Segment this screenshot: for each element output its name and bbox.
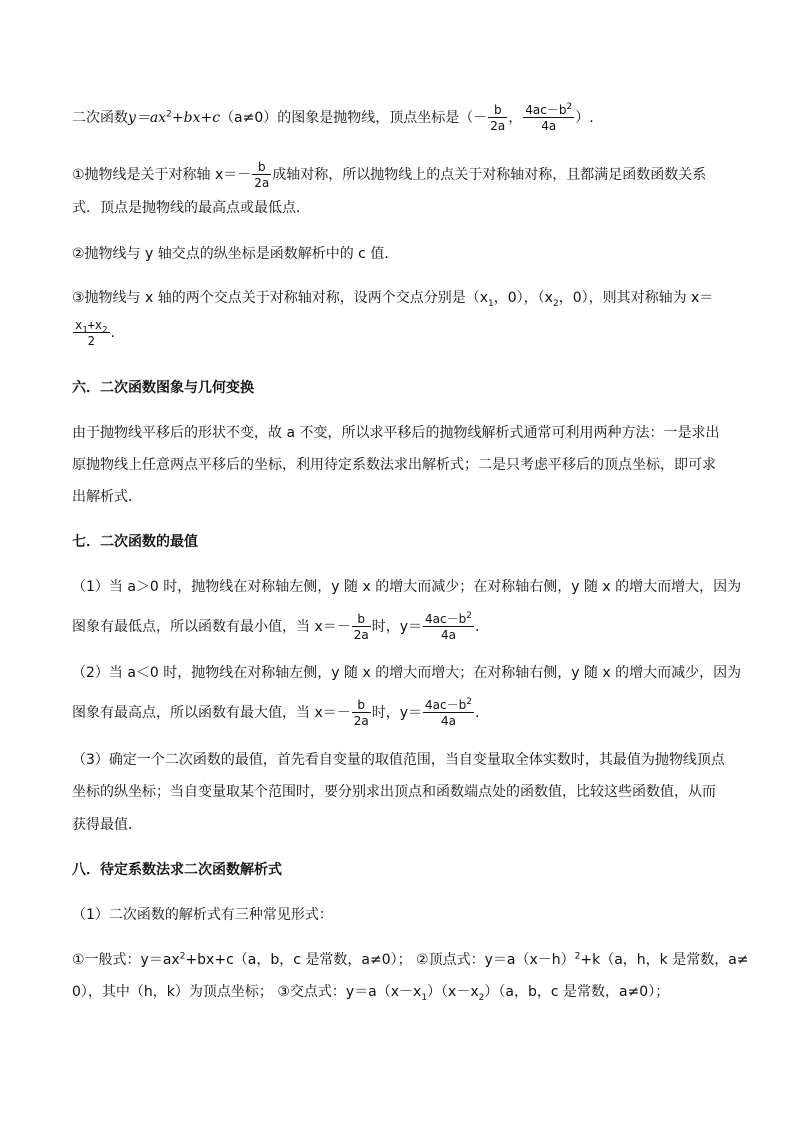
text: ）（x－x [427, 984, 479, 1000]
fraction-b-over-2a [352, 612, 371, 642]
subscript: 1 [488, 298, 494, 309]
numerator: x [75, 318, 83, 332]
text: 图象有最低点，所以函数有最小值，当 x＝－ [72, 619, 351, 635]
denominator: 2a [254, 176, 270, 190]
numerator: b [493, 103, 502, 117]
vertex-formula-paragraph [72, 103, 722, 133]
denominator: 4a [423, 712, 474, 728]
text: 二次函数 [72, 110, 128, 126]
symmetry-axis-paragraph-line2 [72, 198, 722, 218]
text: . [474, 705, 480, 721]
denominator: 2a [353, 714, 369, 728]
numerator: b [257, 160, 266, 174]
subscript: 2 [102, 325, 108, 336]
exponent: 2 [166, 109, 172, 120]
range-paragraph-line2 [72, 782, 722, 802]
text: ③抛物线与 x 轴的两个交点关于对称轴对称，设两个交点分别是（x [72, 290, 489, 306]
text: 时，y＝ [371, 619, 423, 635]
text: 获得最值． [72, 817, 142, 833]
fraction-4ac-b2-over-4a [423, 612, 474, 642]
text: （1）二次函数的解析式有三种常见形式： [72, 907, 333, 923]
text: 由于抛物线平移后的形状不变，故 a 不变，所以求平移后的抛物线解析式通常可利用两种方法：一是求出 [72, 425, 720, 441]
section-heading-8: 八．待定系数法求二次函数解析式 [72, 862, 282, 878]
text: ）（a，b，c 是常数，a≠0）； [484, 984, 670, 1000]
exponent: 2 [566, 102, 573, 112]
translation-paragraph-line2 [72, 455, 722, 475]
text: 时，y＝ [371, 705, 423, 721]
text: +k（a，h，k 是常数，a≠ [580, 952, 749, 968]
denominator: 4a [523, 117, 574, 133]
subscript: 1 [421, 992, 428, 1003]
fraction-4ac-b2-over-4a [423, 698, 474, 728]
minimum-paragraph-line1 [72, 577, 742, 597]
denominator: 2 [73, 332, 110, 348]
exponent: 2 [179, 951, 186, 962]
numerator: 4ac－b [425, 612, 467, 626]
fraction-b-over-2a [488, 103, 507, 133]
text: ，0），（x [493, 290, 553, 306]
text: ， [508, 110, 523, 126]
text: （1）当 a＞0 时，抛物线在对称轴左侧，y 随 x 的增大而减少；在对称轴右侧，y 随 x 的增大而增大，因为 [72, 579, 742, 595]
denominator: 4a [423, 626, 474, 642]
text: （3）确定一个二次函数的最值，首先看自变量的取值范围，当自变量取全体实数时，其最值为抛物线顶点 [72, 752, 725, 768]
maximum-paragraph-line1 [72, 663, 742, 683]
denominator: 2a [490, 119, 506, 133]
y-intercept-paragraph [72, 244, 722, 264]
text: （2）当 a＜0 时，抛物线在对称轴左侧，y 随 x 的增大而增大；在对称轴右侧，y 随 x 的增大而减少，因为 [72, 665, 742, 681]
text: 图象有最高点，所以函数有最大值，当 x＝－ [72, 705, 351, 721]
forms-paragraph-line2 [72, 982, 722, 1002]
text: . [110, 325, 115, 341]
fraction-b-over-2a [252, 160, 271, 190]
section-heading-6: 六．二次函数图象与几何变换 [72, 380, 254, 396]
text: ①抛物线是关于对称轴 x＝－ [72, 167, 252, 183]
x-intercepts-paragraph [72, 288, 722, 308]
fraction-4ac-b2-over-4a [523, 103, 574, 133]
numerator: 4ac－b [425, 698, 467, 712]
maximum-paragraph-line2 [72, 698, 722, 728]
formula-text: y＝ax [128, 110, 167, 126]
translation-paragraph-line1 [72, 423, 722, 443]
subscript: 2 [552, 298, 559, 309]
text: ②抛物线与 y 轴交点的纵坐标是函数解析中的 c 值． [72, 246, 399, 262]
section-heading-7: 七．二次函数的最值 [72, 534, 198, 550]
text: 坐标的纵坐标；当自变量取某个范围时，要分别求出顶点和函数端点处的函数值，比较这些函数值，从而 [72, 784, 716, 800]
range-paragraph-line3 [72, 815, 722, 835]
numerator: +x [87, 318, 103, 332]
fraction-x1-plus-x2-over-2 [73, 318, 110, 348]
text: 出解析式． [72, 489, 142, 505]
text: （a≠0）的图象是抛物线，顶点坐标是（－ [220, 110, 488, 126]
text: ）. [575, 110, 594, 126]
text: 原抛物线上任意两点平移后的坐标，利用待定系数法求出解析式；二是只考虑平移后的顶点坐标，即可求 [72, 457, 716, 473]
text: . [474, 619, 480, 635]
exponent: 2 [466, 611, 472, 621]
subscript: 2 [478, 992, 485, 1003]
exponent: 2 [466, 697, 472, 707]
forms-intro-paragraph [72, 905, 722, 925]
text: 式．顶点是抛物线的最高点或最低点． [72, 200, 310, 216]
x-intercepts-paragraph-line2 [72, 318, 722, 348]
forms-paragraph-line1 [72, 950, 749, 970]
range-paragraph-line1 [72, 750, 725, 770]
text: ，0），则其对称轴为 x＝ [558, 290, 714, 306]
denominator: 2a [353, 628, 369, 642]
translation-paragraph-line3 [72, 487, 722, 507]
text: 0），其中（h，k）为顶点坐标； ③交点式：y＝a（x－x [72, 984, 422, 1000]
formula-text: +bx+c [171, 110, 221, 126]
numerator: 4ac－b [525, 103, 567, 117]
minimum-paragraph-line2 [72, 612, 722, 642]
subscript: 1 [82, 325, 88, 336]
text: 成轴对称，所以抛物线上的点关于对称轴对称，且都满足函数函数关系 [272, 167, 707, 183]
numerator: b [357, 698, 366, 712]
symmetry-axis-paragraph [72, 160, 722, 190]
text: ①一般式：y＝ax [72, 952, 180, 968]
numerator: b [357, 612, 366, 626]
fraction-b-over-2a [352, 698, 371, 728]
exponent: 2 [574, 951, 581, 962]
text: +bx+c（a，b，c 是常数，a≠0）； ②顶点式：y＝a（x－h） [185, 952, 575, 968]
